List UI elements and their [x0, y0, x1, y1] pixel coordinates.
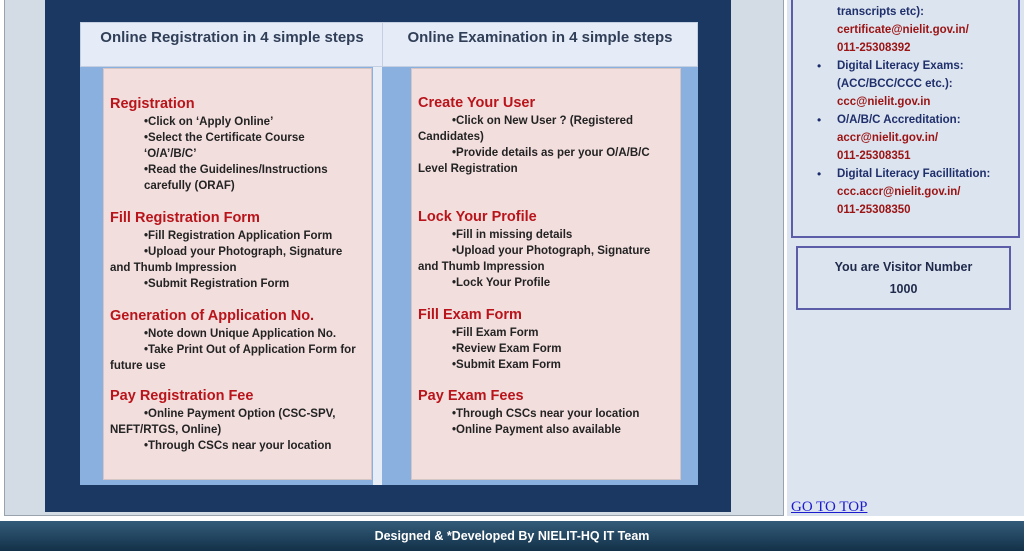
contact-item — [815, 165, 1018, 219]
contact-value: 011-25308392 — [837, 42, 911, 54]
column-divider — [373, 67, 382, 485]
step-detail: •Select the Certificate Course — [144, 132, 305, 144]
contact-value: accr@nielit.gov.in/ — [837, 132, 939, 144]
contact-item — [815, 111, 1018, 165]
step-detail: NEFT/RTGS, Online) — [110, 424, 222, 436]
step-detail: •Review Exam Form — [452, 343, 562, 355]
step-detail: and Thumb Impression — [110, 262, 237, 274]
contact-value: ccc.accr@nielit.gov.in/ — [837, 186, 961, 198]
examination-steps-heading: Online Examination in 4 simple steps — [382, 22, 698, 67]
step-detail: •Upload your Photograph, Signature — [144, 246, 343, 258]
contact-label: Digital Literacy Exams: — [837, 60, 964, 72]
contact-value: 011-25308350 — [837, 204, 911, 216]
step-detail: •Submit Registration Form — [144, 278, 290, 290]
step-detail: •Submit Exam Form — [452, 359, 561, 371]
registration-steps-panel — [103, 68, 372, 480]
step-detail: •Take Print Out of Application Form for — [144, 344, 356, 356]
step-detail: •Fill Exam Form — [452, 327, 539, 339]
step-detail: •Through CSCs near your location — [452, 408, 640, 420]
step-detail: •Online Payment also available — [452, 424, 621, 436]
footer-credit: Designed & *Developed By NIELIT-HQ IT Team — [374, 529, 650, 543]
bullet-icon: • — [817, 59, 822, 73]
step-detail: •Click on New User ? (Registered — [452, 115, 634, 127]
step-block — [110, 209, 365, 292]
step-block — [418, 208, 674, 291]
step-title: Pay Exam Fees — [418, 388, 524, 404]
contact-item — [815, 0, 1018, 57]
step-title: Lock Your Profile — [418, 209, 537, 225]
step-detail: •Read the Guidelines/Instructions — [144, 164, 328, 176]
contact-label: O/A/B/C Accreditation: — [837, 114, 961, 126]
step-detail: •Fill in missing details — [452, 229, 573, 241]
step-title: Create Your User — [418, 95, 536, 111]
contact-value: ccc@nielit.gov.in — [837, 96, 931, 108]
go-to-top-link[interactable]: GO TO TOP — [791, 499, 868, 515]
step-detail: •Fill Registration Application Form — [144, 230, 333, 242]
step-title: Pay Registration Fee — [110, 388, 254, 404]
contact-info-box — [791, 0, 1020, 238]
contact-item — [815, 57, 1018, 111]
visitor-counter-box — [796, 246, 1011, 310]
step-detail: •Online Payment Option (CSC-SPV, — [144, 408, 336, 420]
contact-value: 011-25308351 — [837, 150, 911, 162]
step-detail: Candidates) — [418, 131, 484, 143]
registration-steps-heading: Online Registration in 4 simple steps — [80, 22, 384, 67]
step-detail: future use — [110, 360, 166, 372]
step-detail: Level Registration — [418, 163, 518, 175]
step-detail: and Thumb Impression — [418, 261, 545, 273]
step-detail: carefully (ORAF) — [144, 180, 235, 192]
step-detail: •Upload your Photograph, Signature — [452, 245, 651, 257]
contact-label: (ACC/BCC/CCC etc.): — [837, 78, 953, 90]
step-title: Registration — [110, 96, 195, 112]
step-block — [110, 307, 365, 374]
contact-label: transcripts etc): — [837, 6, 924, 18]
step-block — [110, 387, 365, 454]
contact-list — [793, 0, 1018, 219]
examination-steps-panel — [411, 68, 681, 480]
step-detail: •Click on ‘Apply Online’ — [144, 116, 274, 128]
bullet-icon: • — [817, 167, 822, 181]
step-detail: ‘O/A’/B/C’ — [144, 148, 197, 160]
step-block — [110, 95, 365, 194]
step-detail: •Provide details as per your O/A/B/C — [452, 147, 650, 159]
footer — [0, 521, 1024, 551]
contact-value: certificate@nielit.gov.in/ — [837, 24, 969, 36]
step-detail: •Lock Your Profile — [452, 277, 551, 289]
step-title: Fill Exam Form — [418, 307, 522, 323]
visitor-label: You are Visitor Number — [834, 260, 973, 274]
step-detail: •Through CSCs near your location — [144, 440, 332, 452]
step-block — [418, 94, 674, 177]
step-title: Fill Registration Form — [110, 210, 260, 226]
visitor-count: 1000 — [889, 282, 918, 296]
contact-label: Digital Literacy Facillitation: — [837, 168, 991, 180]
step-block — [418, 387, 674, 438]
bullet-icon: • — [817, 113, 822, 127]
step-block — [418, 306, 674, 373]
step-detail: •Note down Unique Application No. — [144, 328, 337, 340]
step-title: Generation of Application No. — [110, 308, 315, 324]
